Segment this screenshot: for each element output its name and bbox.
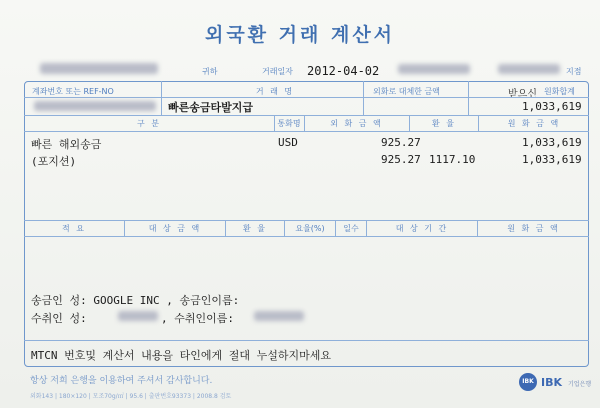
transaction-name: 빠른송금타발지급 xyxy=(168,101,254,114)
position-rate: 1117.10 xyxy=(429,153,476,166)
fee-col-base-amount: 대 상 금 액 xyxy=(148,224,202,233)
won-total-value: 1,033,619 xyxy=(522,100,582,113)
security-warning: MTCN 번호및 계산서 내용을 타인에게 절대 누설하지마세요 xyxy=(31,349,331,362)
position-won-amount: 1,033,619 xyxy=(522,153,582,166)
redacted-branch-name xyxy=(498,64,560,74)
form-info: 외화143 | 180×120 | 모조70g/㎡ | 95.6 | 출판번호93373 | 2008.8 검토 xyxy=(30,393,232,400)
col-type: 구 분 xyxy=(137,119,161,128)
item-name-remittance: 빠른 해외송금 xyxy=(31,138,102,151)
receiver-name-label: , 수취인이름: xyxy=(161,312,234,325)
redacted-branch-code xyxy=(398,64,470,74)
branch-suffix: 지점 xyxy=(566,67,582,76)
redacted-customer-name xyxy=(40,63,158,74)
fee-col-period: 대 상 기 간 xyxy=(395,224,449,233)
ibk-logo-text: IBK xyxy=(541,376,563,389)
item-name-position: (포지션) xyxy=(31,155,77,168)
col-won-amount: 원 화 금 액 xyxy=(507,119,561,128)
document-title: 외국환 거래 계산서 xyxy=(204,24,396,46)
fee-col-won-amount: 원 화 금 액 xyxy=(507,224,560,233)
ibk-logo-icon: IBK xyxy=(519,373,537,391)
ibk-logo-subtitle: 기업은행 xyxy=(568,381,592,388)
position-foreign-amount: 925.27 xyxy=(381,153,421,166)
redacted-receiver-name xyxy=(254,311,304,321)
received-label: 받으신 xyxy=(508,89,537,100)
thank-you-message: 항상 저희 은행을 이용하여 주셔서 감사합니다. xyxy=(30,376,213,386)
date-label: 거래일자 xyxy=(262,67,293,76)
col-rate: 환 율 xyxy=(432,119,456,128)
fee-col-summary: 적 요 xyxy=(62,224,86,233)
fee-col-fee-rate: 요율(%) xyxy=(295,224,325,233)
account-label: 계좌번호 또는 REF-NO xyxy=(32,87,114,96)
sender-line: 송금인 성: GOOGLE INC , 송금인이름: xyxy=(31,294,240,307)
receiver-surname-label: 수취인 성: xyxy=(31,312,87,325)
redacted-receiver-surname xyxy=(118,311,158,321)
item-won-amount: 1,033,619 xyxy=(522,136,582,149)
fee-col-days: 일수 xyxy=(343,224,359,233)
transaction-date: 2012-04-02 xyxy=(307,64,380,78)
recipient-honorific: 귀하 xyxy=(202,67,218,76)
redacted-account-number xyxy=(34,101,156,111)
col-currency: 통화명 xyxy=(277,119,301,128)
fee-col-rate: 환 율 xyxy=(243,224,267,233)
substitute-amount-label: 외화로 대체한 금액 xyxy=(373,87,440,96)
item-currency: USD xyxy=(278,136,298,149)
transaction-label: 거 래 명 xyxy=(255,87,295,96)
won-total-label: 원화합계 xyxy=(544,87,575,96)
col-foreign-amount: 외 화 금 액 xyxy=(330,119,383,128)
item-foreign-amount: 925.27 xyxy=(381,136,421,149)
